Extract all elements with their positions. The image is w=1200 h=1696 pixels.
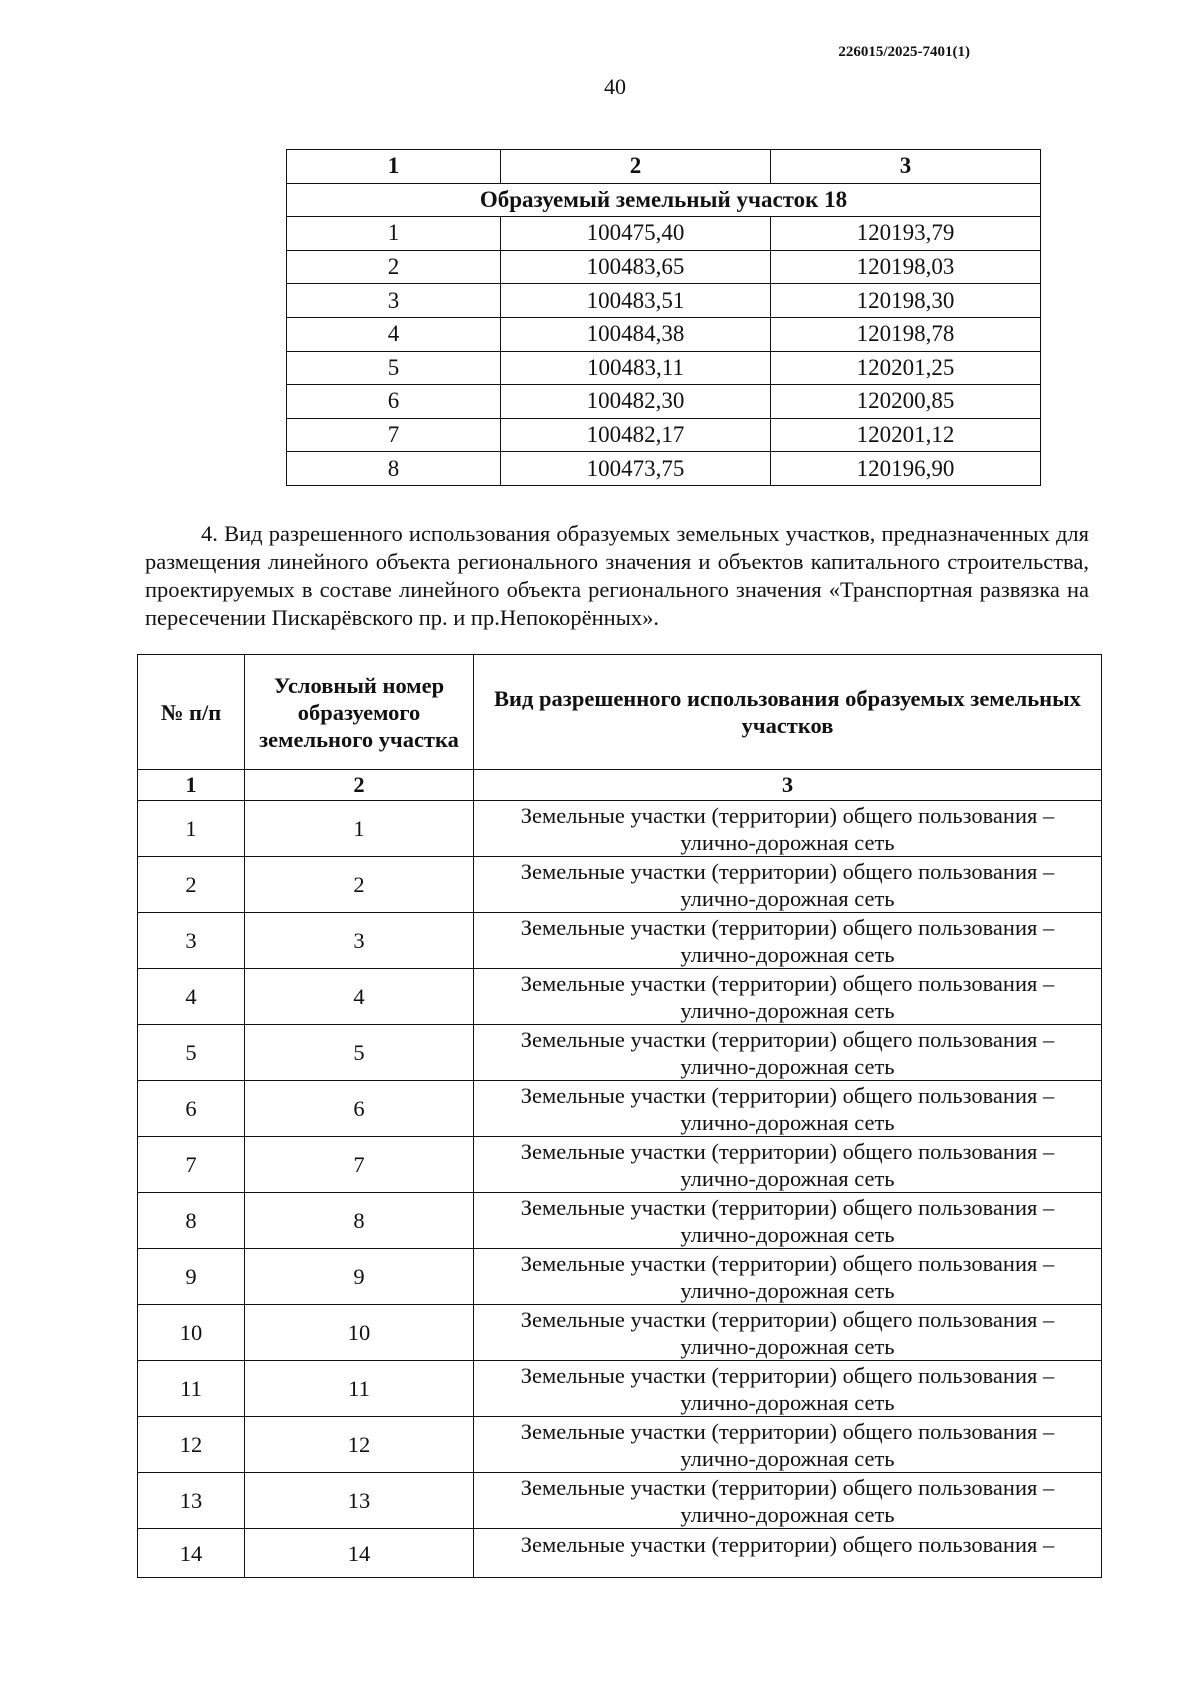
permitted-use-table xyxy=(137,654,1102,1578)
use-row-number: 14 xyxy=(138,1529,245,1578)
use-description-line: Земельные участки (территории) общего пользования – xyxy=(520,1026,1055,1052)
use-row-number: 4 xyxy=(138,969,245,1025)
use-table-row xyxy=(138,1025,1102,1081)
use-table-row xyxy=(138,969,1102,1025)
use-description xyxy=(474,801,1102,857)
coord-x-value: 100484,38 xyxy=(501,317,771,351)
use-description-line: улично-дорожная сеть xyxy=(680,1333,895,1359)
coord-point-number: 2 xyxy=(287,250,501,284)
use-description-line: улично-дорожная сеть xyxy=(680,997,895,1023)
coord-point-number: 6 xyxy=(287,385,501,419)
coord-y-value: 120196,90 xyxy=(771,452,1041,486)
coord-y-value: 120198,78 xyxy=(771,317,1041,351)
coord-x-value: 100483,11 xyxy=(501,351,771,385)
use-row-number: 5 xyxy=(138,1025,245,1081)
coord-x-value: 100475,40 xyxy=(501,217,771,251)
coord-point-number: 7 xyxy=(287,418,501,452)
coord-table-row xyxy=(287,418,1041,452)
coord-y-value: 120201,25 xyxy=(771,351,1041,385)
use-description xyxy=(474,1361,1102,1417)
coord-col-number: 2 xyxy=(501,150,771,184)
use-table-row xyxy=(138,1473,1102,1529)
coordinates-table xyxy=(286,149,1041,486)
use-row-number: 1 xyxy=(138,801,245,857)
coord-point-number: 8 xyxy=(287,452,501,486)
use-col-number: 2 xyxy=(245,770,474,801)
use-description xyxy=(474,1137,1102,1193)
use-plot-number: 7 xyxy=(245,1137,474,1193)
use-description xyxy=(474,913,1102,969)
use-description-line: Земельные участки (территории) общего пользования – xyxy=(520,1194,1055,1220)
use-plot-number: 2 xyxy=(245,857,474,913)
use-description xyxy=(474,857,1102,913)
use-row-number: 2 xyxy=(138,857,245,913)
use-description xyxy=(474,969,1102,1025)
use-plot-number: 13 xyxy=(245,1473,474,1529)
use-plot-number: 9 xyxy=(245,1249,474,1305)
use-description xyxy=(474,1417,1102,1473)
use-plot-number: 4 xyxy=(245,969,474,1025)
use-description-line: улично-дорожная сеть xyxy=(680,941,895,967)
coord-x-value: 100483,65 xyxy=(501,250,771,284)
use-table-header-row xyxy=(138,655,1102,770)
use-description-line: Земельные участки (территории) общего пользования – xyxy=(520,1250,1055,1276)
use-col-number: 3 xyxy=(474,770,1102,801)
use-plot-number: 11 xyxy=(245,1361,474,1417)
use-row-number: 13 xyxy=(138,1473,245,1529)
coord-y-value: 120193,79 xyxy=(771,217,1041,251)
use-description xyxy=(474,1081,1102,1137)
coord-y-value: 120201,12 xyxy=(771,418,1041,452)
coord-x-value: 100483,51 xyxy=(501,284,771,318)
use-table-row xyxy=(138,1361,1102,1417)
use-table-row xyxy=(138,1193,1102,1249)
use-plot-number: 12 xyxy=(245,1417,474,1473)
coord-col-number: 1 xyxy=(287,150,501,184)
use-description-line: улично-дорожная сеть xyxy=(680,1501,895,1527)
coord-point-number: 5 xyxy=(287,351,501,385)
use-description-line: Земельные участки (территории) общего пользования – xyxy=(520,858,1055,884)
use-plot-number: 6 xyxy=(245,1081,474,1137)
coord-point-number: 4 xyxy=(287,317,501,351)
use-row-number: 10 xyxy=(138,1305,245,1361)
use-description-line: улично-дорожная сеть xyxy=(680,1109,895,1135)
use-table-row xyxy=(138,1081,1102,1137)
use-table-row xyxy=(138,1249,1102,1305)
use-description xyxy=(474,1025,1102,1081)
use-description-line: улично-дорожная сеть xyxy=(680,1053,895,1079)
use-description-line: Земельные участки (территории) общего пользования – xyxy=(520,970,1055,996)
use-table-row xyxy=(138,1305,1102,1361)
coord-col-number: 3 xyxy=(771,150,1041,184)
use-table-row xyxy=(138,913,1102,969)
page-number: 40 xyxy=(604,74,626,99)
use-table-row xyxy=(138,1417,1102,1473)
use-description-line: улично-дорожная сеть xyxy=(680,1277,895,1303)
use-description-line: Земельные участки (территории) общего пользования – xyxy=(520,1532,1055,1557)
use-description-line: Земельные участки (территории) общего пользования – xyxy=(520,1474,1055,1500)
coord-table-row xyxy=(287,217,1041,251)
header-permitted-use: Вид разрешенного использования образуемых земельных участков xyxy=(474,655,1102,770)
use-plot-number: 14 xyxy=(245,1529,474,1578)
coord-table-row xyxy=(287,452,1041,486)
use-description-line: улично-дорожная сеть xyxy=(680,1221,895,1247)
use-row-number: 7 xyxy=(138,1137,245,1193)
header-plot-number: Условный номер образуемого земельного участка xyxy=(245,655,474,770)
use-row-number: 12 xyxy=(138,1417,245,1473)
coord-table-row xyxy=(287,385,1041,419)
document-id: 226015/2025-7401(1) xyxy=(838,44,970,60)
use-row-number: 6 xyxy=(138,1081,245,1137)
use-description-line: Земельные участки (территории) общего пользования – xyxy=(520,1418,1055,1444)
use-description xyxy=(474,1249,1102,1305)
use-description-line: улично-дорожная сеть xyxy=(680,1445,895,1471)
use-description xyxy=(474,1305,1102,1361)
use-description-line: Земельные участки (территории) общего пользования – xyxy=(520,1138,1055,1164)
use-table-row xyxy=(138,1137,1102,1193)
use-description xyxy=(474,1473,1102,1529)
coord-point-number: 1 xyxy=(287,217,501,251)
use-description xyxy=(474,1529,1102,1578)
use-col-number: 1 xyxy=(138,770,245,801)
coord-table-row xyxy=(287,250,1041,284)
coord-table-row xyxy=(287,317,1041,351)
use-table-row xyxy=(138,801,1102,857)
use-plot-number: 3 xyxy=(245,913,474,969)
use-row-number: 9 xyxy=(138,1249,245,1305)
coord-y-value: 120198,03 xyxy=(771,250,1041,284)
coord-table-row xyxy=(287,284,1041,318)
use-description-line: Земельные участки (территории) общего пользования – xyxy=(520,802,1055,828)
coord-table-row xyxy=(287,351,1041,385)
use-description-line: Земельные участки (территории) общего пользования – xyxy=(520,1082,1055,1108)
use-plot-number: 8 xyxy=(245,1193,474,1249)
coord-section-title: Образуемый земельный участок 18 xyxy=(287,183,1041,217)
use-description xyxy=(474,1193,1102,1249)
use-description-line: улично-дорожная сеть xyxy=(680,885,895,911)
use-row-number: 3 xyxy=(138,913,245,969)
coord-x-value: 100482,17 xyxy=(501,418,771,452)
coord-section-row xyxy=(287,183,1041,217)
use-plot-number: 5 xyxy=(245,1025,474,1081)
use-table-row xyxy=(138,857,1102,913)
coord-x-value: 100473,75 xyxy=(501,452,771,486)
coord-column-numbers-row xyxy=(287,150,1041,184)
use-description-line: Земельные участки (территории) общего пользования – xyxy=(520,914,1055,940)
use-description-line: Земельные участки (территории) общего пользования – xyxy=(520,1306,1055,1332)
usage-paragraph: 4. Вид разрешенного использования образуемых земельных участков, предназначенных для размещения линейного объекта регионального значения и объектов капитального строительства, проектируемых в составе линейного объекта регионального значения «Транспортная развязка на пересечении Пискарёвского пр. и пр.Непокорённых». xyxy=(145,521,1089,630)
use-description-line: улично-дорожная сеть xyxy=(680,1389,895,1415)
coord-x-value: 100482,30 xyxy=(501,385,771,419)
use-table-row xyxy=(138,1529,1102,1578)
use-description-line: Земельные участки (территории) общего пользования – xyxy=(520,1362,1055,1388)
use-table-column-numbers-row xyxy=(138,770,1102,801)
use-plot-number: 10 xyxy=(245,1305,474,1361)
coord-y-value: 120198,30 xyxy=(771,284,1041,318)
use-row-number: 11 xyxy=(138,1361,245,1417)
coord-point-number: 3 xyxy=(287,284,501,318)
use-description-line: улично-дорожная сеть xyxy=(680,829,895,855)
use-row-number: 8 xyxy=(138,1193,245,1249)
use-plot-number: 1 xyxy=(245,801,474,857)
header-row-number: № п/п xyxy=(138,655,245,770)
use-description-line: улично-дорожная сеть xyxy=(680,1165,895,1191)
coord-y-value: 120200,85 xyxy=(771,385,1041,419)
